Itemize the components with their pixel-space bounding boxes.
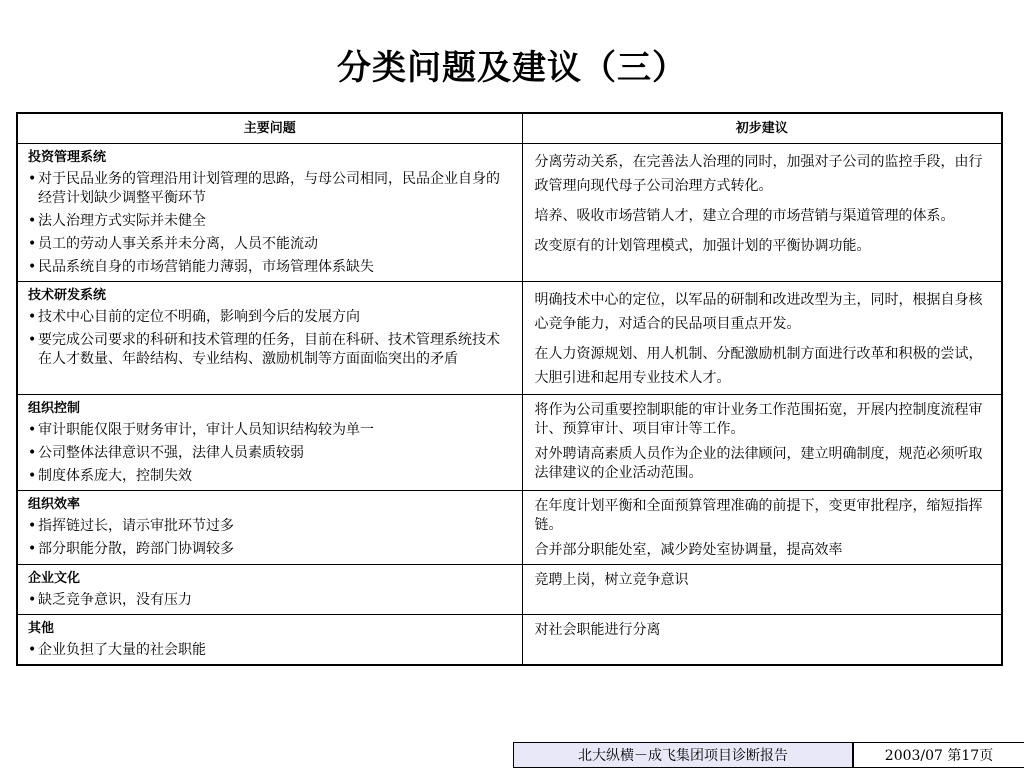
footer-page-number: 2003/07 第17页 (854, 743, 1024, 767)
problem-item: • 公司整体法律意识不强，法律人员素质较弱 (28, 444, 514, 463)
problem-cell (17, 614, 522, 665)
table-header-row (17, 113, 1002, 143)
suggestion-text: 分离劳动关系，在完善法人治理的同时，加强对子公司的监控手段，由行政管理向现代母子公司治理方式转化。 (534, 153, 983, 194)
problem-item: • 缺乏竞争意识，没有压力 (28, 591, 514, 610)
table-row (17, 614, 1002, 665)
suggestion-text: 在人力资源规划、用人机制、分配激励机制方面进行改革和积极的尝试，大胆引进和起用专业技术人才。 (534, 345, 983, 386)
footer-report-title: 北大纵横－成飞集团项目诊断报告 (514, 743, 854, 767)
suggestion-text: 竞聘上岗，树立竞争意识 (534, 571, 689, 588)
header-suggestion: 初步建议 (522, 113, 1002, 143)
problem-item: • 要完成公司要求的科研和技术管理的任务，目前在科研、技术管理系统技术在人才数量、年龄结构、专业结构、激励机制等方面面临突出的矛盾 (28, 331, 514, 369)
issues-table (16, 112, 1003, 666)
suggestion-text: 对社会职能进行分离 (534, 621, 661, 638)
suggestion-text: 将作为公司重要控制职能的审计业务工作范围拓宽，开展内控制度流程审计、预算审计、项目审计等工作。 (534, 401, 983, 437)
problem-cell (17, 143, 522, 281)
problem-item: • 企业负担了大量的社会职能 (28, 641, 514, 660)
problem-item: • 审计职能仅限于财务审计，审计人员知识结构较为单一 (28, 421, 514, 440)
problem-item: • 指挥链过长，请示审批环节过多 (28, 517, 514, 536)
problem-item: • 民品系统自身的市场营销能力薄弱，市场管理体系缺失 (28, 258, 514, 277)
category-label: 其他 (28, 620, 55, 636)
category-label: 技术研发系统 (28, 287, 107, 303)
category-label: 组织效率 (28, 496, 81, 512)
problem-cell (17, 394, 522, 490)
table-row (17, 143, 1002, 281)
suggestion-cell (522, 564, 1002, 614)
suggestion-text: 培养、吸收市场营销人才，建立合理的市场营销与渠道管理的体系。 (534, 207, 955, 224)
table-row (17, 490, 1002, 564)
problem-item: • 技术中心目前的定位不明确，影响到今后的发展方向 (28, 308, 514, 327)
header-problem: 主要问题 (17, 113, 522, 143)
problem-cell (17, 564, 522, 614)
problem-cell (17, 281, 522, 394)
suggestion-cell (522, 143, 1002, 281)
problem-item: • 法人治理方式实际并未健全 (28, 212, 514, 231)
suggestion-cell (522, 281, 1002, 394)
suggestion-text: 改变原有的计划管理模式，加强计划的平衡协调功能。 (534, 237, 871, 254)
problem-item: • 制度体系庞大，控制失效 (28, 467, 514, 486)
suggestion-cell (522, 614, 1002, 665)
table-row (17, 564, 1002, 614)
problem-item: • 部分职能分散，跨部门协调较多 (28, 540, 514, 559)
category-label: 企业文化 (28, 570, 81, 586)
category-label: 组织控制 (28, 400, 81, 416)
footer-bar (513, 742, 1024, 768)
problem-item: • 员工的劳动人事关系并未分离，人员不能流动 (28, 235, 514, 254)
suggestion-text: 在年度计划平衡和全面预算管理准确的前提下，变更审批程序，缩短指挥链。 (534, 497, 983, 533)
problem-item: • 对于民品业务的管理沿用计划管理的思路，与母公司相同，民品企业自身的经营计划缺少调整平衡环节 (28, 170, 514, 208)
suggestion-text: 合并部分职能处室，减少跨处室协调量，提高效率 (534, 541, 843, 558)
category-label: 投资管理系统 (28, 149, 107, 165)
suggestion-text: 明确技术中心的定位，以军品的研制和改进改型为主，同时，根据自身核心竞争能力，对适合的民品项目重点开发。 (534, 291, 983, 332)
page-title: 分类问题及建议（三） (337, 48, 687, 88)
problem-cell (17, 490, 522, 564)
suggestion-cell (522, 490, 1002, 564)
table-row (17, 281, 1002, 394)
suggestion-text: 对外聘请高素质人员作为企业的法律顾问，建立明确制度，规范必须听取法律建议的企业活动范围。 (534, 445, 983, 481)
suggestion-cell (522, 394, 1002, 490)
table-row (17, 394, 1002, 490)
